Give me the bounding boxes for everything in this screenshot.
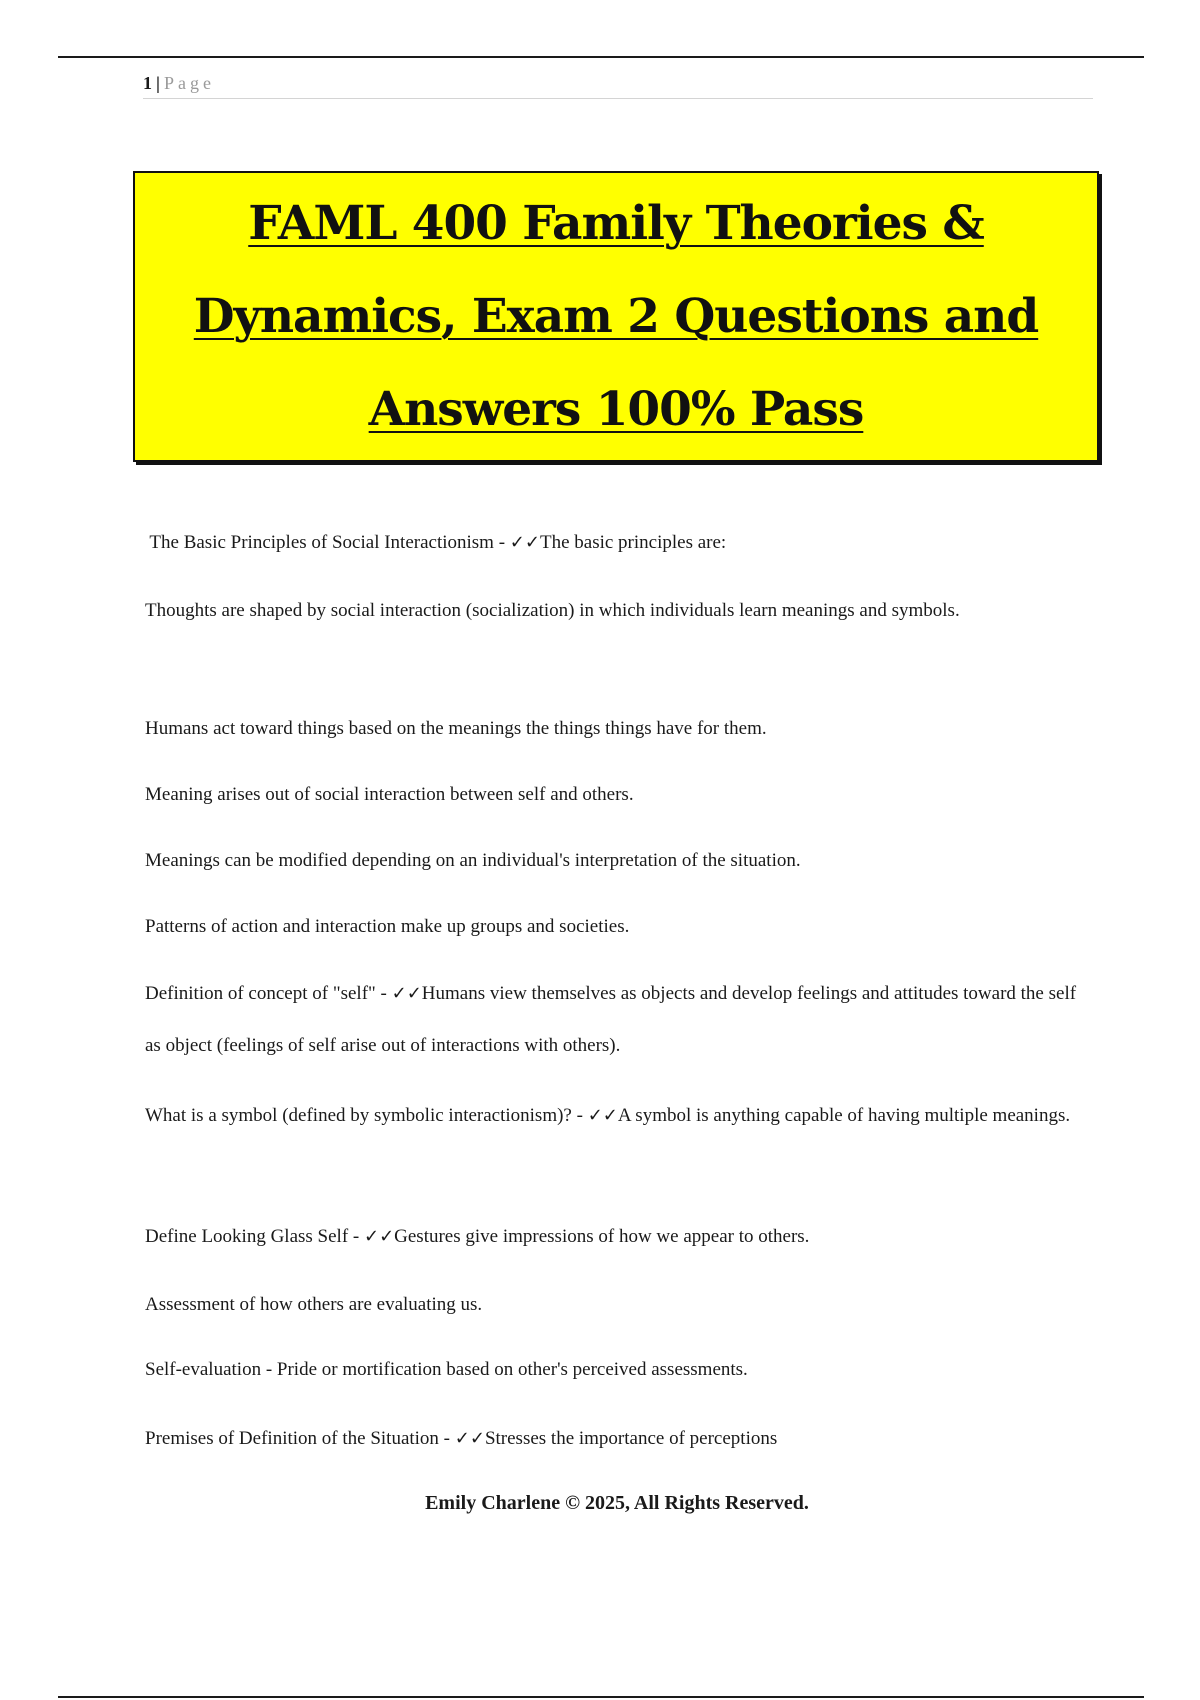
qa-item: Humans act toward things based on the meanings the things things have for them. [145, 718, 767, 739]
qa-item: Assessment of how others are evaluating us. [145, 1294, 483, 1315]
top-rule [58, 56, 1144, 58]
checkmark-icon: ✓✓ [509, 532, 540, 553]
title-box [133, 171, 1099, 462]
qa-item [145, 1211, 1095, 1263]
document-title [155, 177, 1077, 456]
answer-text: Gestures give impressions of how we appear to others. [394, 1226, 810, 1247]
question-text: What is a symbol (defined by symbolic interactionism)? - [145, 1105, 588, 1126]
copyright-footer: Emily Charlene © 2025, All Rights Reserved. [425, 1492, 809, 1514]
question-text: The Basic Principles of Social Interactionism - [145, 532, 510, 553]
qa-item: Patterns of action and interaction make up groups and societies. [145, 916, 630, 937]
page-separator: | [156, 73, 160, 93]
question-text: Define Looking Glass Self - [145, 1226, 364, 1247]
title-line-3: Answers 100% Pass [368, 382, 864, 437]
qa-item [145, 1413, 1095, 1465]
page-number: 1 [143, 73, 152, 93]
qa-item: Meaning arises out of social interaction between self and others. [145, 784, 634, 805]
page-label: Page [163, 73, 215, 93]
checkmark-icon: ✓✓ [587, 1105, 618, 1126]
qa-item: Thoughts are shaped by social interaction (socialization) in which individuals learn meanings and symbols. [145, 600, 960, 621]
title-line-2: Dynamics, Exam 2 Questions and [193, 289, 1039, 344]
qa-item [145, 517, 1095, 569]
checkmark-icon: ✓✓ [454, 1428, 485, 1449]
question-text: Premises of Definition of the Situation - [145, 1428, 455, 1449]
qa-item [145, 968, 1095, 1072]
answer-text: The basic principles are: [539, 532, 727, 553]
checkmark-icon: ✓✓ [391, 983, 422, 1004]
bottom-rule [58, 1696, 1144, 1698]
answer-text: Humans view themselves as objects and develop feelings and attitudes toward the self as object (feelings of self arise out of interactions with others). [145, 983, 1077, 1056]
checkmark-icon: ✓✓ [363, 1226, 395, 1247]
answer-text: Stresses the importance of perceptions [484, 1428, 778, 1449]
qa-item: Meanings can be modified depending on an individual's interpretation of the situation. [145, 850, 801, 871]
title-line-1: FAML 400 Family Theories & [248, 196, 984, 251]
answer-text: A symbol is anything capable of having multiple meanings. [617, 1105, 1071, 1126]
qa-item: Self-evaluation - Pride or mortification based on other's perceived assessments. [145, 1359, 748, 1380]
page-header [143, 72, 1093, 99]
qa-item [145, 1090, 1095, 1142]
question-text: Definition of concept of "self" - [145, 983, 392, 1004]
